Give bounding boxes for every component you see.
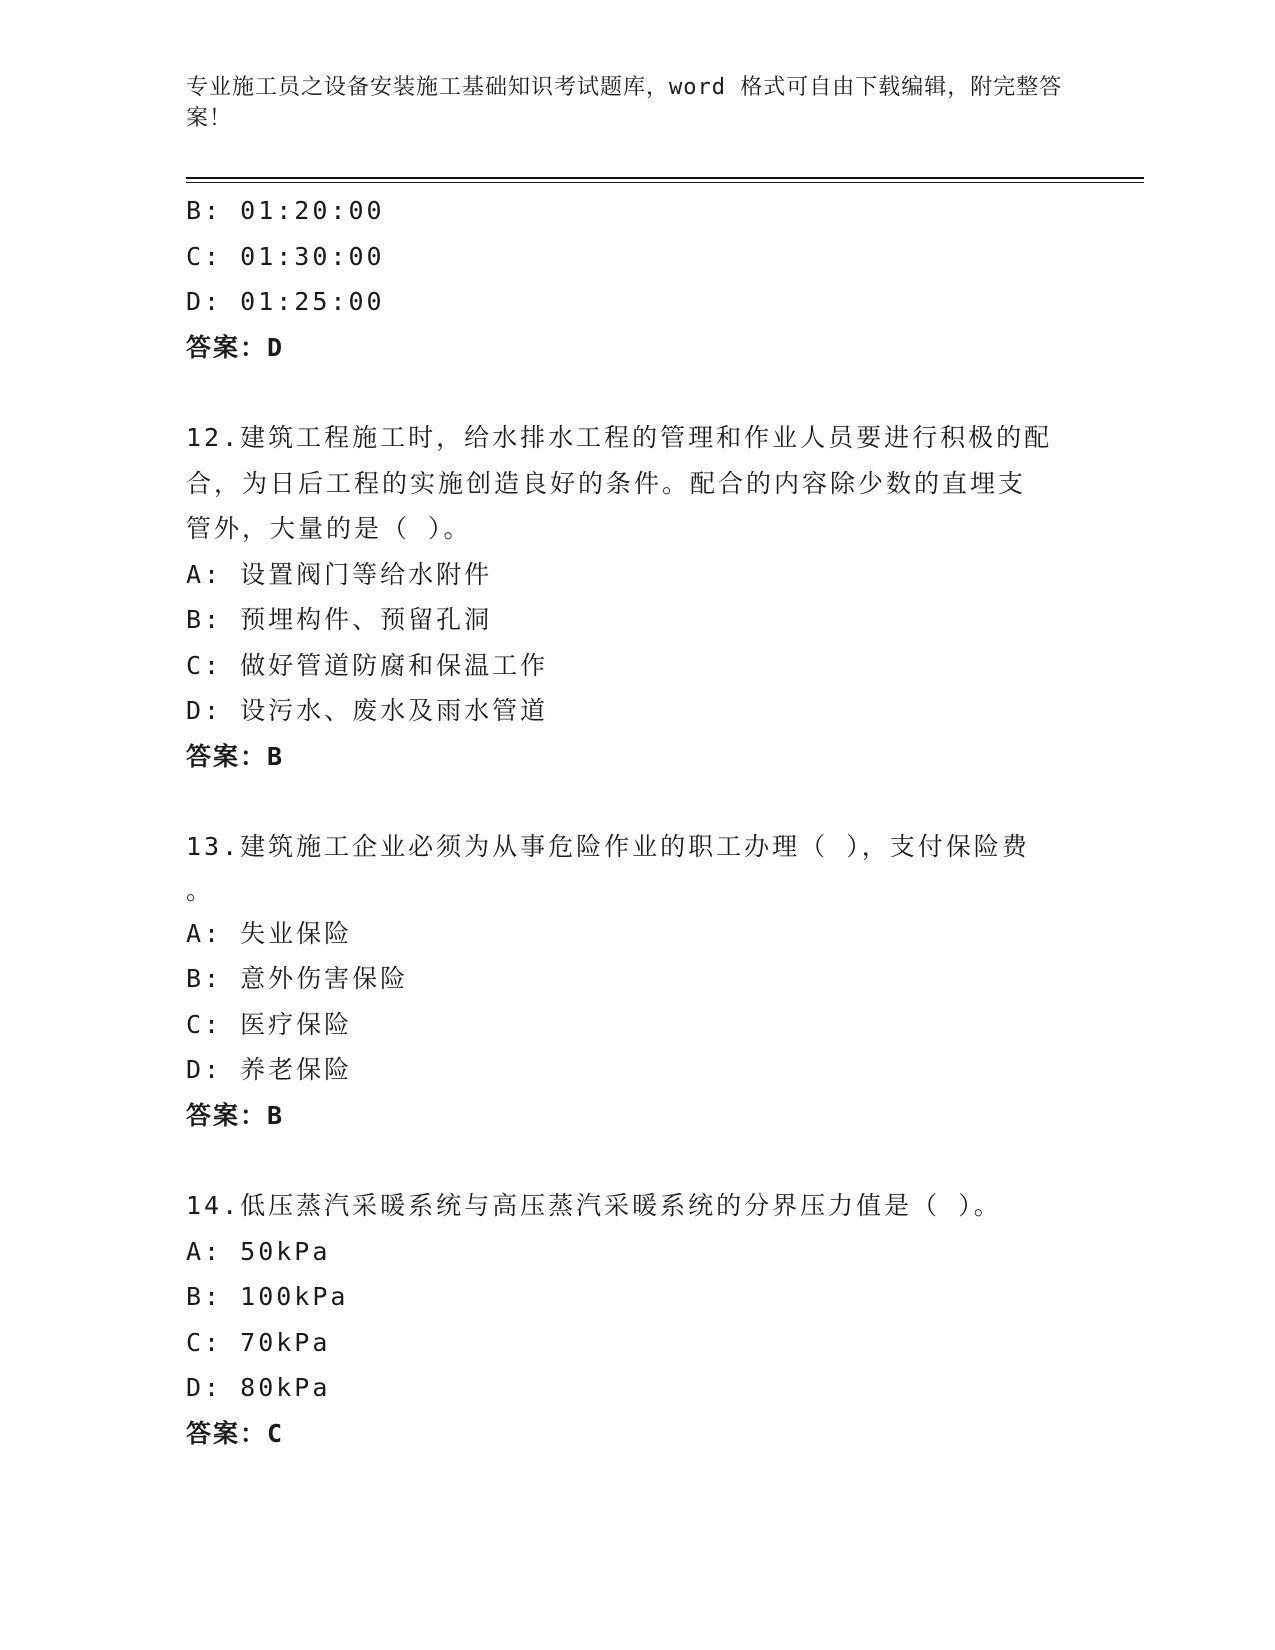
header-divider-thick xyxy=(186,177,1144,179)
option-b: B: 01:20:00 xyxy=(186,196,385,225)
option-c: C: 做好管道防腐和保温工作 xyxy=(186,650,549,680)
option-d: D: 01:25:00 xyxy=(186,287,385,316)
question-stem-line: 管外，大量的是（ ）。 xyxy=(186,514,472,543)
option-b: B: 100kPa xyxy=(186,1282,349,1311)
question-12 xyxy=(186,415,1086,779)
question-stem-line: 13.建筑施工企业必须为从事危险作业的职工办理（ ），支付保险费 xyxy=(186,832,1030,861)
document-header: 专业施工员之设备安装施工基础知识考试题库，word 格式可自由下载编辑，附完整答案！ xyxy=(186,75,1063,131)
option-b: B: 意外伤害保险 xyxy=(186,964,409,993)
question-stem-line: 合，为日后工程的实施创造良好的条件。配合的内容除少数的直埋支 xyxy=(186,468,1027,498)
question-list xyxy=(186,188,1086,1456)
option-a: A: 设置阀门等给水附件 xyxy=(186,559,493,589)
answer-line: 答案：B xyxy=(186,741,285,771)
answer-line: 答案：D xyxy=(186,332,285,362)
question-14 xyxy=(186,1183,1086,1456)
option-c: C: 医疗保险 xyxy=(186,1009,353,1039)
question-stem-line: 14.低压蒸汽采暖系统与高压蒸汽采暖系统的分界压力值是（ ）。 xyxy=(186,1191,1002,1220)
option-b: B: 预埋构件、预留孔洞 xyxy=(186,605,493,634)
option-d: D: 养老保险 xyxy=(186,1055,353,1084)
option-d: D: 设污水、废水及雨水管道 xyxy=(186,696,549,725)
header-divider-thin xyxy=(186,182,1144,183)
question-13 xyxy=(186,824,1086,1138)
previous-question-tail xyxy=(186,188,1086,370)
question-stem-line: 。 xyxy=(186,875,215,905)
option-c: C: 01:30:00 xyxy=(186,241,385,271)
option-a: A: 50kPa xyxy=(186,1236,331,1266)
question-stem-line: 12.建筑工程施工时，给水排水工程的管理和作业人员要进行积极的配 xyxy=(186,423,1053,452)
option-a: A: 失业保险 xyxy=(186,918,353,948)
option-d: D: 80kPa xyxy=(186,1373,331,1402)
answer-line: 答案：B xyxy=(186,1100,285,1130)
answer-line: 答案：C xyxy=(186,1418,285,1448)
option-c: C: 70kPa xyxy=(186,1327,331,1357)
